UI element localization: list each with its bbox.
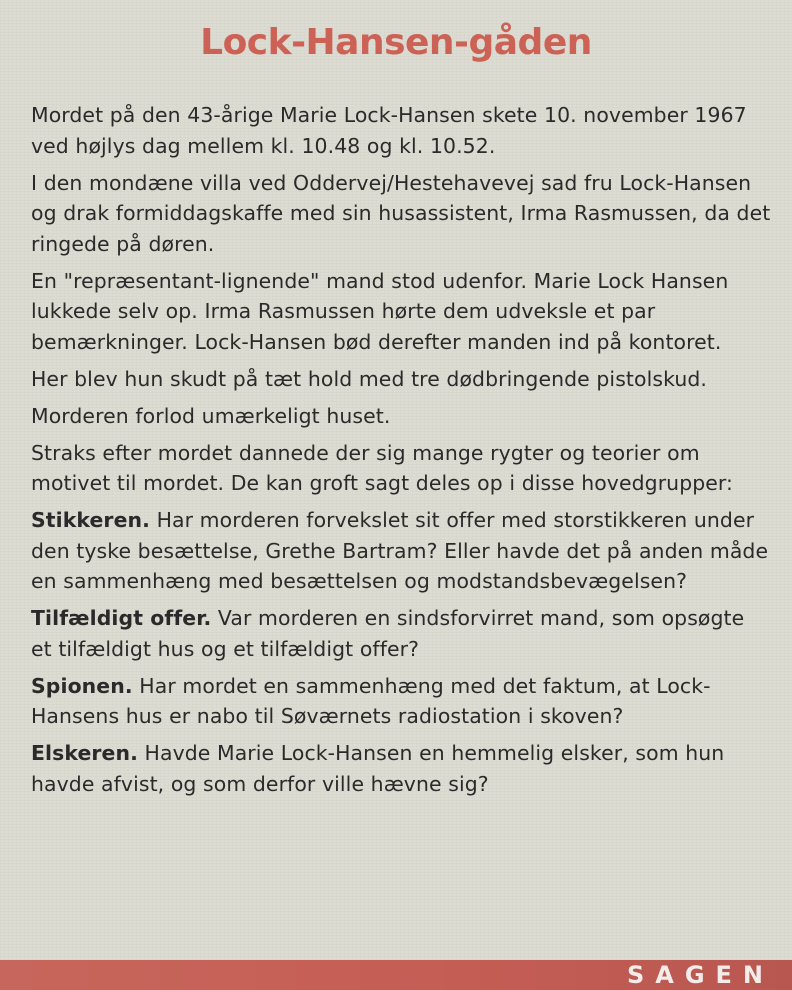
theory-elskeren — [31, 738, 771, 799]
section-label: SAGEN — [626, 961, 774, 989]
paragraph-text: Her blev hun skudt på tæt hold med tre dødbringende pistolskud. — [31, 366, 708, 391]
paragraph — [31, 168, 771, 260]
theory-lead: Elskeren. — [31, 741, 138, 765]
theory-text: Har morderen forvekslet sit offer med storstikkeren under den tyske besættelse, Grethe Bartram? Eller havde det på anden måde en sammenhæng med besættelsen og modstandsbevægelsen? — [31, 508, 769, 593]
paragraph — [31, 364, 771, 395]
paragraph — [31, 438, 771, 499]
theory-text: Har mordet en sammenhæng med det faktum, at Lock-Hansens hus er nabo til Søværnets radiostation i skoven? — [31, 673, 711, 728]
paragraph-text: I den mondæne villa ved Oddervej/Hestehavevej sad fru Lock-Hansen og drak formiddagskaffe med sin husassistent, Irma Rasmussen, da det ringede på døren. — [31, 170, 771, 256]
paragraph-text: En "repræsentant-lignende" mand stod udenfor. Marie Lock Hansen lukkede selv op. Irma Rasmussen hørte dem udveksle et par bemærkninger. Lock-Hansen bød derefter manden ind på kontoret. — [31, 268, 729, 354]
paragraph — [31, 266, 771, 358]
theory-tilfaeldigt-offer — [31, 603, 771, 664]
theory-lead: Spionen. — [31, 673, 133, 698]
article-title: Lock-Hansen-gåden — [200, 22, 592, 63]
theory-spionen — [31, 671, 771, 732]
paragraph-text: Morderen forlod umærkeligt huset. — [31, 403, 391, 428]
theory-lead: Tilfældigt offer. — [31, 606, 212, 630]
paragraph — [31, 100, 771, 161]
theory-lead: Stikkeren. — [31, 508, 150, 532]
theory-text: Var morderen en sindsforvirret mand, som opsøgte et tilfældigt hus og et tilfældigt offer? — [31, 606, 745, 661]
paragraph-text: Straks efter mordet dannede der sig mange rygter og teorier om motivet til mordet. De kan groft sagt deles op i disse hovedgrupper: — [31, 440, 734, 495]
paragraph-text: Mordet på den 43-årige Marie Lock-Hansen skete 10. november 1967 ved højlys dag mellem kl. 10.48 og kl. 10.52. — [31, 103, 747, 158]
theory-text: Havde Marie Lock-Hansen en hemmelig elsker, som hun havde afvist, og som derfor ville hævne sig? — [31, 741, 725, 796]
footer-bar — [0, 960, 792, 990]
article-body — [31, 100, 771, 806]
theory-stikkeren — [31, 505, 771, 597]
paragraph — [31, 401, 771, 432]
